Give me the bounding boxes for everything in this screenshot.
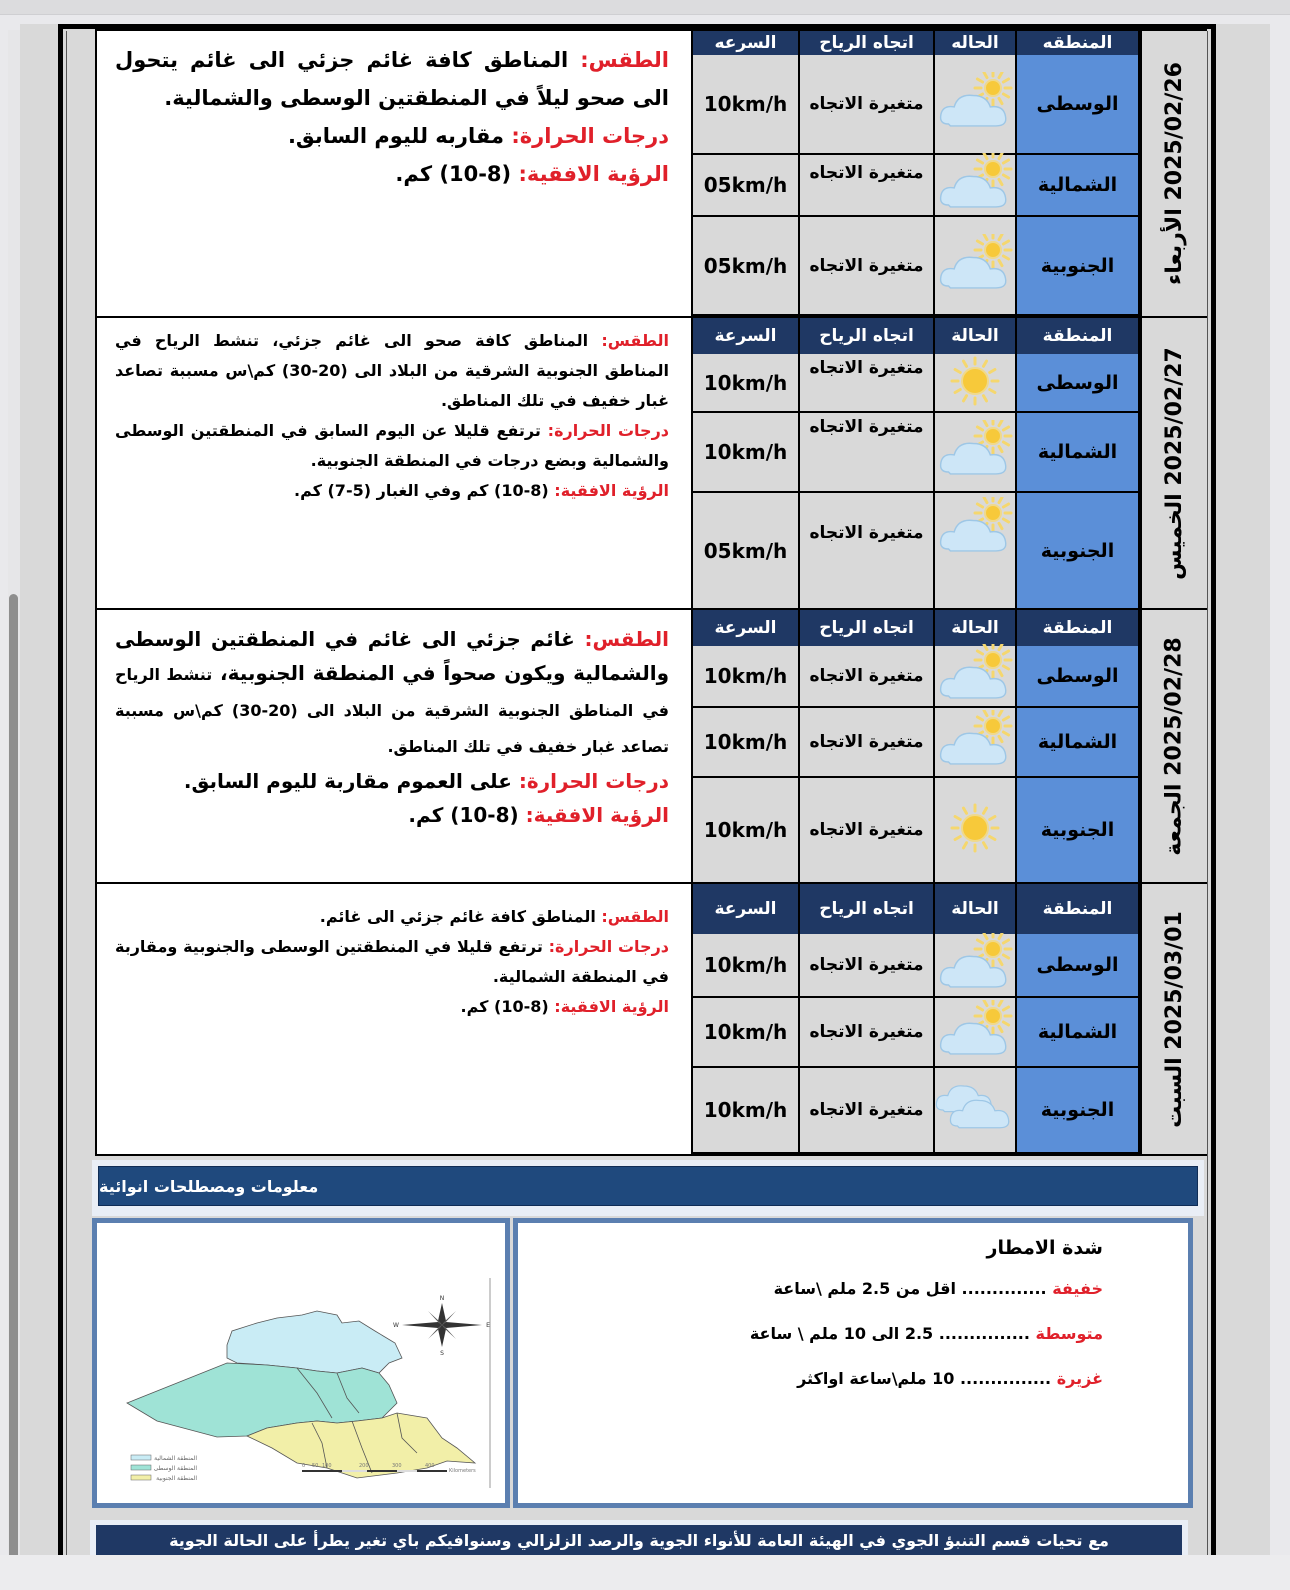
dots: ...............	[938, 1324, 1030, 1343]
header-state: الحالة	[935, 318, 1017, 354]
wind-direction: متغيرة الاتجاه	[800, 998, 935, 1068]
date-text: 2025/02/26	[1162, 62, 1188, 201]
day-block	[95, 608, 1207, 882]
region-name: الجنوبية	[1017, 493, 1140, 610]
weather-label: الطقس:	[584, 627, 669, 651]
region-name: الشمالية	[1017, 413, 1140, 493]
temperature-label: درجات الحرارة:	[547, 421, 670, 440]
wind-direction: متغيرة الاتجاه	[800, 1068, 935, 1154]
day-block	[95, 29, 1207, 316]
rain-value: اقل من 2.5 ملم \ساعة	[773, 1279, 956, 1298]
wind-direction: متغيرة الاتجاه	[800, 493, 935, 610]
wind-speed: 10km/h	[693, 55, 800, 155]
weather-text: المناطق كافة غائم جزئي الى غائم يتحول الى صحو ليلاً في المنطقتين الوسطى والشمالية.	[115, 48, 669, 110]
weather-state	[935, 998, 1017, 1068]
temperature-label: درجات الحرارة:	[511, 124, 669, 148]
rain-level-heavy: غزيرة	[1056, 1369, 1103, 1388]
region-name: الوسطى	[1017, 934, 1140, 998]
header-wind-direction: اتجاه الرياح	[800, 31, 935, 55]
visibility-text: (8-10) كم.	[395, 162, 512, 186]
day-name: الخميس	[1162, 492, 1188, 580]
header-region: المنطقة	[1017, 884, 1140, 934]
temperature-text: ترتفع قليلا عن اليوم السابق في المنطقتين الوسطى والشمالية وبضع درجات في المنطقة الجنوبية.	[115, 421, 669, 470]
wind-direction: متغيرة الاتجاه	[800, 217, 935, 316]
svg-text:N: N	[439, 1295, 445, 1302]
forecast-table	[693, 318, 1140, 608]
legend-label-central: المنطقة الوسطى	[153, 1465, 197, 1472]
wind-speed: 10km/h	[693, 413, 800, 493]
bottom-bar	[0, 1555, 1290, 1590]
rain-level-moderate: متوسطة	[1035, 1324, 1103, 1343]
wind-direction: متغيرة الاتجاه	[800, 708, 935, 778]
header-state: الحالة	[935, 884, 1017, 934]
rain-intensity-box	[513, 1218, 1193, 1508]
svg-text:100: 100	[322, 1463, 332, 1469]
wind-speed: 10km/h	[693, 646, 800, 708]
partly-cloudy-icon	[935, 497, 1015, 561]
svg-text:400: 400	[425, 1463, 435, 1469]
svg-text:S: S	[440, 1350, 444, 1357]
header-state: الحالة	[935, 610, 1017, 646]
day-name: السبت	[1162, 1056, 1188, 1128]
dots: ..............	[961, 1279, 1047, 1298]
rain-item	[518, 1324, 1103, 1343]
header-region: المنطقة	[1017, 610, 1140, 646]
forecast-table	[693, 31, 1140, 316]
legend-swatch-central	[131, 1465, 151, 1470]
info-section-header	[92, 1160, 1204, 1216]
compass-rose-icon	[393, 1295, 490, 1357]
svg-text:200: 200	[359, 1463, 369, 1469]
header-region: المنطقه	[1017, 31, 1140, 55]
legend-swatch-south	[131, 1475, 151, 1480]
region-name: الجنوبية	[1017, 217, 1140, 316]
header-state: الحاله	[935, 31, 1017, 55]
weather-label: الطقس:	[601, 907, 669, 926]
wind-direction: متغيرة الاتجاه	[800, 55, 935, 155]
visibility-label: الرؤية الافقية:	[554, 481, 669, 500]
day-date	[1140, 610, 1207, 882]
weather-state	[935, 217, 1017, 316]
visibility-label: الرؤية الافقية:	[554, 997, 669, 1016]
footer-bar	[90, 1520, 1188, 1555]
svg-text:300: 300	[392, 1463, 402, 1469]
map-legend	[131, 1455, 197, 1482]
map-region-north	[227, 1311, 402, 1373]
day-description	[95, 31, 693, 316]
visibility-label: الرؤية الافقية:	[525, 803, 669, 827]
weather-state	[935, 1068, 1017, 1154]
region-name: الجنوبية	[1017, 778, 1140, 884]
temperature-text: مقاربه لليوم السابق.	[287, 124, 505, 148]
wind-speed: 05km/h	[693, 217, 800, 316]
weather-extra-text: تنشط الرياح في المناطق الجنوبية الشرقية من البلاد الى (20-30) كم\س مسببة تصاعد غبار خفيف في تلك المناطق.	[115, 665, 669, 756]
header-speed: السرعة	[693, 610, 800, 646]
rain-level-light: خفيفة	[1052, 1279, 1103, 1298]
wind-direction: متغيرة الاتجاه	[800, 646, 935, 708]
weather-state	[935, 55, 1017, 155]
weather-text: المناطق كافة صحو الى غائم جزئي، تنشط الرياح في المناطق الجنوبية الشرقية من البلاد الى (20-30) كم\س مسببة تصاعد غبار خفيف في تلك المناطق.	[115, 331, 670, 410]
wind-speed: 10km/h	[693, 778, 800, 884]
visibility-text: (8-10) كم.	[460, 997, 549, 1016]
region-name: الشمالية	[1017, 998, 1140, 1068]
forecast-table	[693, 610, 1140, 882]
day-description	[95, 610, 693, 882]
region-name: الشمالية	[1017, 708, 1140, 778]
rain-intensity-title: شدة الامطار	[986, 1237, 1103, 1259]
partly-cloudy-icon	[935, 72, 1015, 136]
forecast-table	[693, 884, 1140, 1154]
partly-cloudy-icon	[935, 153, 1015, 217]
svg-text:0: 0	[302, 1463, 306, 1469]
region-name: الشمالية	[1017, 155, 1140, 217]
wind-speed: 10km/h	[693, 934, 800, 998]
header-speed: السرعة	[693, 884, 800, 934]
header-wind-direction: اتجاه الرياح	[800, 610, 935, 646]
region-name: الوسطى	[1017, 646, 1140, 708]
footer-text: مع تحيات قسم التنبؤ الجوي في الهيئة العامة للأنواء الجوية والرصد الزلزالي وسنوافيكم باي تغير يطرأ على الحالة الجوية	[169, 1530, 1109, 1550]
rain-item	[518, 1369, 1103, 1388]
regions-map	[92, 1218, 510, 1508]
day-block	[95, 316, 1207, 608]
partly-cloudy-icon	[935, 933, 1015, 997]
dots: ...............	[959, 1369, 1052, 1388]
partly-cloudy-icon	[935, 234, 1015, 298]
wind-direction: متغيرة الاتجاه	[800, 354, 935, 413]
cloudy-icon	[935, 1078, 1015, 1142]
header-wind-direction: اتجاه الرياح	[800, 318, 935, 354]
temperature-text: على العموم مقاربة لليوم السابق.	[183, 769, 512, 793]
wind-direction: متغيرة الاتجاه	[800, 155, 935, 217]
rain-item	[518, 1279, 1103, 1298]
top-bar	[0, 0, 1290, 15]
header-wind-direction: اتجاه الرياح	[800, 884, 935, 934]
day-description	[95, 318, 693, 608]
region-name: الوسطى	[1017, 354, 1140, 413]
day-date	[1140, 31, 1207, 316]
day-name: الجمعة	[1162, 783, 1187, 856]
wind-speed: 05km/h	[693, 155, 800, 217]
weather-text: المناطق كافة غائم جزئي الى غائم.	[319, 907, 596, 926]
info-title: معلومات ومصطلحات انوائية	[99, 1176, 319, 1196]
date-text: 2025/02/27	[1162, 346, 1188, 486]
wind-direction: متغيرة الاتجاه	[800, 413, 935, 493]
visibility-text: (8-10) كم.	[408, 803, 519, 827]
partly-cloudy-icon	[935, 710, 1015, 774]
visibility-text: (8-10) كم وفي الغبار (5-7) كم.	[293, 481, 549, 500]
header-speed: السرعة	[693, 318, 800, 354]
weather-state	[935, 413, 1017, 493]
weather-label: الطقس:	[601, 331, 669, 350]
weather-state	[935, 493, 1017, 610]
svg-text:Kilometers: Kilometers	[449, 1468, 476, 1474]
wind-speed: 10km/h	[693, 1068, 800, 1154]
svg-text:W: W	[393, 1322, 399, 1329]
region-name: الجنوبية	[1017, 1068, 1140, 1154]
rain-value: 10 ملم\ساعة اواكثر	[797, 1369, 955, 1388]
temperature-text: ترتفع قليلا في المنطقتين الوسطى والجنوبية ومقاربة في المنطقة الشمالية.	[115, 937, 669, 986]
weather-label: الطقس:	[580, 48, 669, 72]
day-date	[1140, 318, 1207, 608]
weather-state	[935, 778, 1017, 884]
day-date	[1140, 884, 1207, 1154]
header-region: المنطقة	[1017, 318, 1140, 354]
wind-direction: متغيرة الاتجاه	[800, 934, 935, 998]
wind-speed: 05km/h	[693, 493, 800, 610]
temperature-label: درجات الحرارة:	[548, 937, 669, 956]
partly-cloudy-icon	[935, 1000, 1015, 1064]
sun-icon	[940, 798, 1010, 862]
legend-label-north: المنطقة الشمالية	[154, 1455, 197, 1462]
day-name: الأربعاء	[1162, 208, 1188, 285]
wind-speed: 10km/h	[693, 708, 800, 778]
wind-speed: 10km/h	[693, 354, 800, 413]
svg-text:E: E	[486, 1322, 490, 1329]
weather-text: غائم جزئي الى غائم في المنطقتين الوسطى والشمالية ويكون صحواً في المنطقة الجنوبية،	[115, 627, 669, 685]
rain-value: 2.5 الى 10 ملم \ ساعة	[749, 1324, 934, 1343]
region-name: الوسطى	[1017, 55, 1140, 155]
scrollbar-thumb[interactable]	[9, 594, 18, 1555]
svg-text:50: 50	[312, 1463, 319, 1469]
temperature-label: درجات الحرارة:	[518, 769, 669, 793]
partly-cloudy-icon	[935, 644, 1015, 708]
visibility-label: الرؤية الافقية:	[518, 162, 669, 186]
header-speed: السرعه	[693, 31, 800, 55]
wind-direction: متغيرة الاتجاه	[800, 778, 935, 884]
weather-state	[935, 354, 1017, 413]
wind-speed: 10km/h	[693, 998, 800, 1068]
date-text: 2025/02/28	[1162, 636, 1187, 776]
day-description	[95, 884, 693, 1154]
iraq-map	[97, 1223, 505, 1503]
weather-state	[935, 646, 1017, 708]
weather-state	[935, 155, 1017, 217]
weather-state	[935, 708, 1017, 778]
weather-state	[935, 934, 1017, 998]
sun-icon	[940, 351, 1010, 415]
partly-cloudy-icon	[935, 420, 1015, 484]
day-block	[95, 882, 1207, 1156]
date-text: 2025/03/01	[1162, 910, 1188, 1050]
legend-label-south: المنطقة الجنوبية	[156, 1475, 197, 1482]
legend-swatch-north	[131, 1455, 151, 1460]
